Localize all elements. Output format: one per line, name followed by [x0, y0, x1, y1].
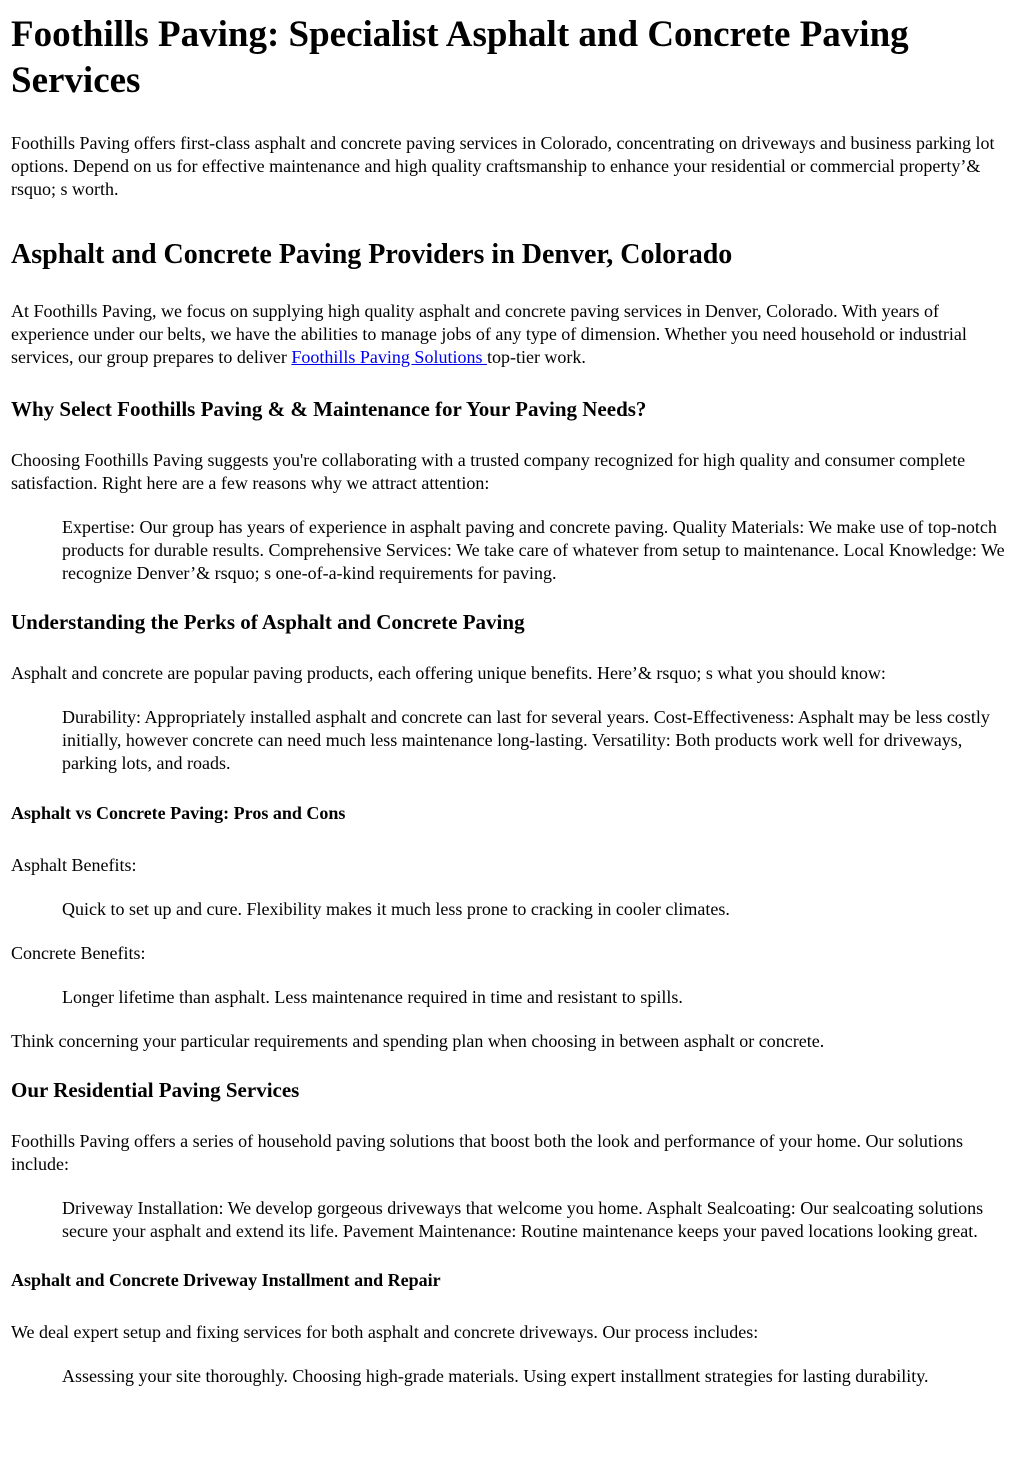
article [0, 12, 1024, 1388]
providers-text-after-link: top-tier work. [486, 347, 586, 367]
perks-heading: Understanding the Perks of Asphalt and Concrete Paving [11, 610, 525, 634]
driveway-heading: Asphalt and Concrete Driveway Installment and Repair [11, 1270, 441, 1290]
why-heading: Why Select Foothills Paving & & Maintenance for Your Paving Needs? [11, 397, 647, 421]
perks-paragraph: Asphalt and concrete are popular paving products, each offering unique benefits. Here’& rsquo; s what you should know: [11, 663, 886, 683]
think-paragraph: Think concerning your particular requirements and spending plan when choosing in between asphalt or concrete. [11, 1031, 825, 1051]
concrete-benefits-label: Concrete Benefits: [11, 943, 146, 963]
page-title: Foothills Paving: Specialist Asphalt and Concrete Paving Services [11, 14, 909, 101]
foothills-paving-solutions-link[interactable]: Foothills Paving Solutions [291, 347, 487, 367]
why-list: Expertise: Our group has years of experience in asphalt paving and concrete paving. Quality Materials: We make use of top-notch products for durable results. Comprehensive Services: We take care of whatever from setup to maintenance. Local Knowledge: We recognize Denver’& rsquo; s one-of-a-kind requirements for paving. [62, 517, 1005, 583]
driveway-list: Assessing your site thoroughly. Choosing high-grade materials. Using expert installment strategies for lasting durability. [62, 1366, 929, 1386]
asphalt-benefits-list: Quick to set up and cure. Flexibility makes it much less prone to cracking in cooler climates. [62, 899, 730, 919]
why-paragraph: Choosing Foothills Paving suggests you're collaborating with a trusted company recognized for high quality and consumer complete satisfaction. Right here are a few reasons why we attract attention: [11, 450, 966, 493]
asphalt-benefits-label: Asphalt Benefits: [11, 855, 137, 875]
providers-heading: Asphalt and Concrete Paving Providers in Denver, Colorado [11, 239, 733, 270]
driveway-paragraph: We deal expert setup and fixing services for both asphalt and concrete driveways. Our process includes: [11, 1322, 759, 1342]
providers-paragraph [11, 300, 1013, 369]
perks-list: Durability: Appropriately installed asphalt and concrete can last for several years. Cost-Effectiveness: Asphalt may be less costly initially, however concrete can need much less maintenance long-lasting. Versatility: Both products work well for driveways, parking lots, and roads. [62, 707, 990, 773]
concrete-benefits-list: Longer lifetime than asphalt. Less maintenance required in time and resistant to spills. [62, 987, 683, 1007]
residential-paragraph: Foothills Paving offers a series of household paving solutions that boost both the look and performance of your home. Our solutions include: [11, 1131, 964, 1174]
intro-paragraph: Foothills Paving offers first-class asphalt and concrete paving services in Colorado, concentrating on driveways and business parking lot options. Depend on us for effective maintenance and high quality craftsmanship to enhance your residential or commercial property’& rsquo; s worth. [11, 133, 995, 199]
residential-heading: Our Residential Paving Services [11, 1078, 300, 1102]
providers-text-before-link: At Foothills Paving, we focus on supplying high quality asphalt and concrete paving services in Denver, Colorado. With years of experience under our belts, we have the abilities to manage jobs of any type of dimension. Whether you need household or industrial services, our group prepares to deliver [11, 301, 967, 367]
residential-list: Driveway Installation: We develop gorgeous driveways that welcome you home. Asphalt Sealcoating: Our sealcoating solutions secure your asphalt and extend its life. Pavement Maintenance: Routine maintenance keeps your paved locations looking great. [62, 1198, 984, 1241]
versus-heading: Asphalt vs Concrete Paving: Pros and Cons [11, 803, 346, 823]
